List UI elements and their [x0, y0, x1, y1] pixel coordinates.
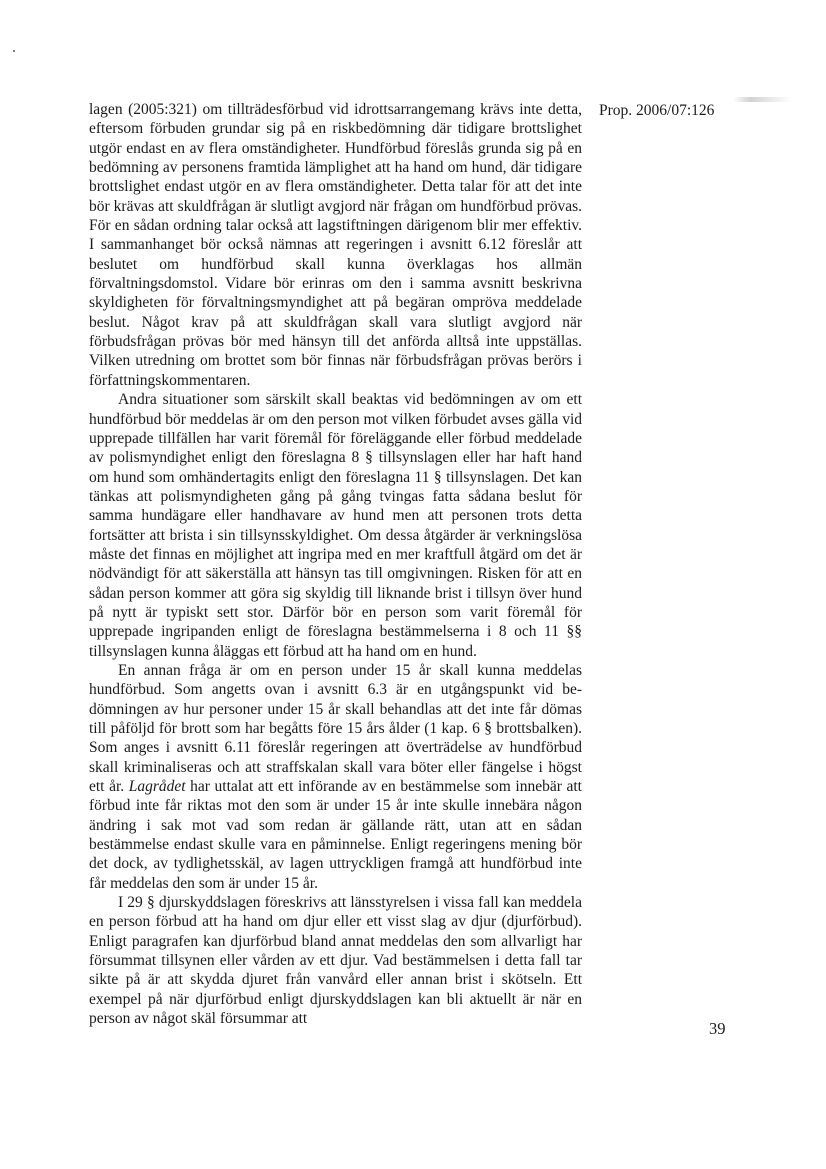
paragraph-3-text-before: En annan fråga är om en person under 15 år skall kunna meddelas hundförbud. Som angetts ovan i avsnitt 6.3 är en utgångspunkt vid bedömningen av hur personer under 15 år skall behandlas att det inte får dömas till påföljd för brott som har begåtts före 15 års ålder (1 kap. 6 § brottsbalken). Som anges i avsnitt 6.11 föreslår regeringen att överträdelse av hundförbud skall kriminaliseras och att straffskalan skall vara böter eller fängelse i högst ett år. — [89, 661, 582, 796]
scan-speck — [13, 50, 15, 52]
page-number: 39 — [709, 1019, 726, 1038]
lagradet-emphasis: Lagrådet — [128, 778, 186, 796]
proposition-reference: Prop. 2006/07:126 — [599, 102, 715, 119]
scan-smudge — [733, 97, 791, 102]
paragraph-1: lagen (2005:321) om tillträdesförbud vid idrottsarrangemang krävs inte detta, eftersom förbuden grundar sig på en riskbedömning där tidigare brottslighet utgör endast en av flera omständigheter. Hundförbud föreslås grunda sig på en bedömning av personens framtida lämplighet att ha hand om hund, där tidigare brottslighet endast utgör en av flera omständigheter. Detta talar för att det inte bör krävas att skuldfrågan är slutligt avgjord när frågan om hundförbud prövas. För en sådan ordning talar också att lagstiftningen därigenom blir mer effektiv. I sammanhanget bör också nämnas att regeringen i avsnitt 6.12 föreslår att beslutet om hundförbud skall kunna överklagas hos allmän förvaltningsdomstol. Vidare bör erinras om den i samma avsnitt beskrivna skyldigheten för förvaltningsmyndighet att på begäran ompröva meddelade beslut. Något krav på att skuldfrågan skall vara slutligt avgjord när förbudsfrågan prövas bör med hänsyn till det anförda alltså inte uppställas. Vilken utredning om brottet som bör finnas när förbudsfrågan prövas berörs i författningskommentaren. — [89, 101, 582, 389]
paragraph-2: Andra situationer som särskilt skall beaktas vid bedömningen av om ett hundförbud bör meddelas är om den person mot vilken förbudet avses gälla vid upprepade tillfällen har varit föremål för föreläggande eller förbud meddelade av polismyndighet enligt den föreslagna 8 § tillsynslagen eller har haft hand om hund som omhändertagits enligt den föreslagna 11 § tillsynslagen. Det kan tänkas att polismyndigheten gång på gång tvingas fatta sådana beslut för samma hundägare eller handhavare av hund men att personen trots detta fortsätter att brista i sin tillsynsskyldighet. Om dessa åtgärder är verkningslösa måste det finnas en möjlighet att ingripa med en mer kraftfull åtgärd om det är nödvändigt för att säkerställa att hänsyn tas till omgivningen. Risken för att en sådan person kommer att göra sig skyldig till liknande brist i tillsyn över hund på nytt är typiskt sett stor. Därför bör en person som varit föremål för upprepade ingripanden enligt de föreslagna bestämmelserna i 8 och 11 §§ tillsynslagen kunna åläggas ett förbud att ha hand om en hund. — [89, 391, 582, 660]
paragraph-3-text-after: har uttalat att ett införande av en bestämmelse som innebär att förbud inte får riktas mot den som är under 15 år inte skulle innebära någon ändring i sak mot vad som redan är gällande rätt, utan att en sådan bestämmelse endast skulle vara en påminnelse. Enligt regeringens mening bör det dock, av tydlighetsskäl, av lagen uttryckligen framgå att hundförbud inte får meddelas den som är under 15 år. — [89, 778, 582, 892]
paragraph-4: I 29 § djurskyddslagen föreskrivs att länsstyrelsen i vissa fall kan meddela en person förbud att ha hand om djur eller ett visst slag av djur (djurförbud). Enligt paragrafen kan djurförbud bland annat meddelas den som allvarligt har försummat tillsynen eller vården av ett djur. Vad bestämmelsen i detta fall tar sikte på är att skydda djuret från vanvård eller annan brist i skötseln. Ett exempel på när djurförbud enligt djurskyddslagen kan bli aktuellt är när en person av något skäl försummar att — [89, 894, 582, 1028]
paragraph-3 — [89, 661, 582, 893]
body-text — [89, 100, 582, 1029]
